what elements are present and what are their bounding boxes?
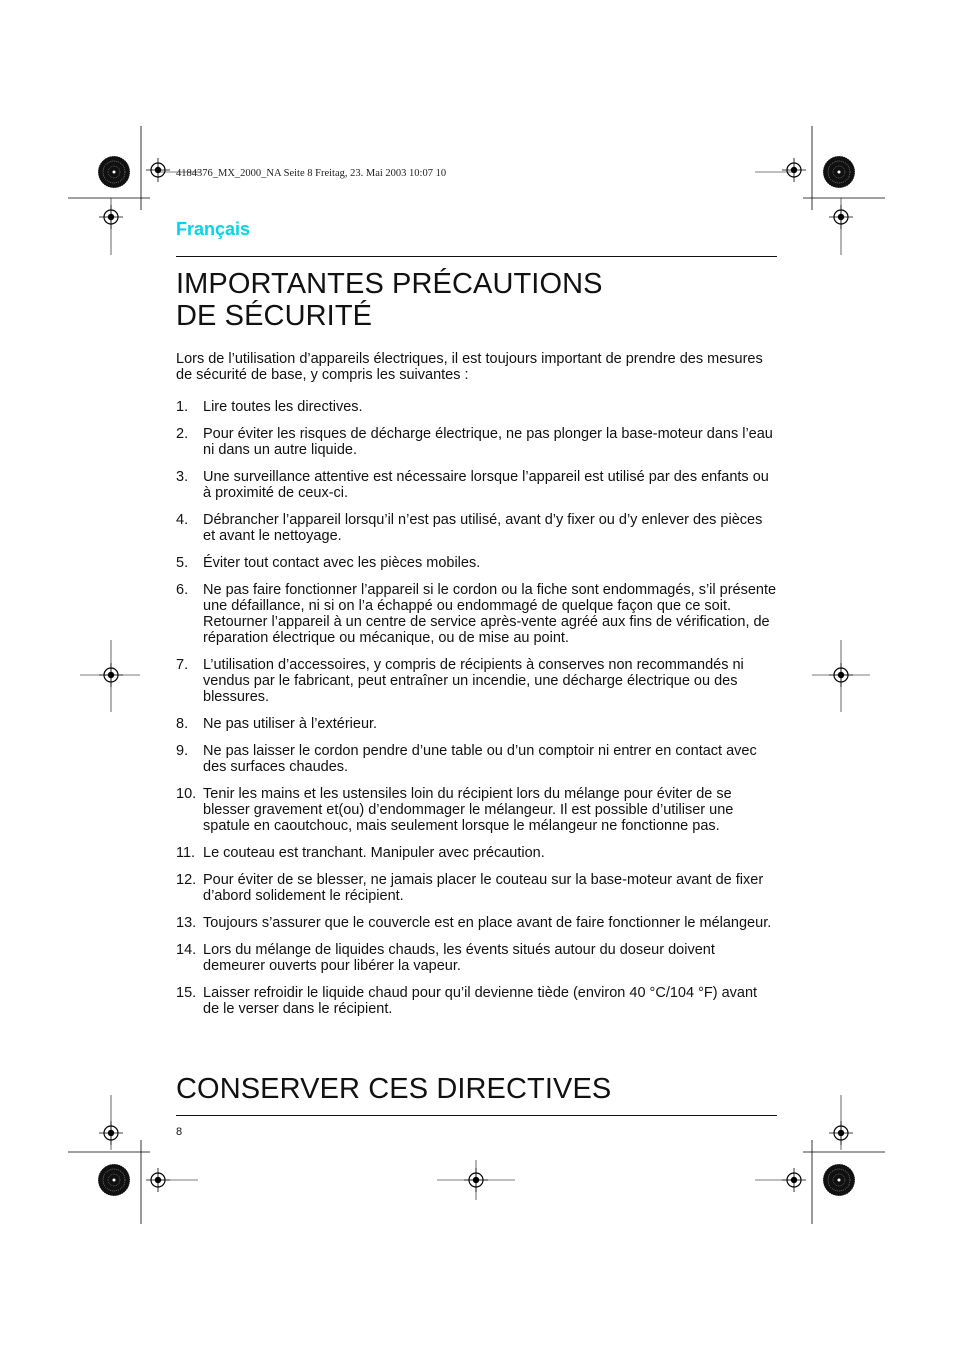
print-production-line: 4184376_MX_2000_NA Seite 8 Freitag, 23. Mai 2003 10:07 10 <box>176 168 447 179</box>
list-item <box>176 512 777 544</box>
list-item-number: 11. <box>176 845 196 861</box>
list-item-text: Débrancher l’appareil lorsqu’il n’est pas utilisé, avant d’y fixer ou d’y enlever des pièces et avant le nettoyage. <box>203 512 763 544</box>
list-item-number: 9. <box>176 743 189 759</box>
list-item-number: 6. <box>176 582 189 598</box>
list-item-number: 14. <box>176 942 197 958</box>
list-item-text: Ne pas laisser le cordon pendre d’une table ou d’un comptoir ni entrer en contact avec des surfaces chaudes. <box>203 743 757 775</box>
intro-paragraph: Lors de l’utilisation d’appareils électriques, il est toujours important de prendre des mesures de sécurité de base, y compris les suivantes : <box>176 351 763 383</box>
list-item-number: 10. <box>176 786 197 802</box>
list-item-text: Ne pas faire fonctionner l’appareil si le cordon ou la fiche sont endommagés, s’il présente une défaillance, ni si on l’a échappé ou endommagé de quelque façon que ce soit. Retourner l’appareil à un centre de service après-vente agréé aux fins de vérification, de réparation électrique ou mécanique, ou de mise au point. <box>203 582 777 646</box>
top-rule <box>176 256 777 257</box>
list-item-number: 7. <box>176 657 189 673</box>
list-item-text: Une surveillance attentive est nécessaire lorsque l’appareil est utilisé par des enfants ou à proximité de ceux-ci. <box>203 469 769 501</box>
list-item-text: L’utilisation d’accessoires, y compris de récipients à conserves non recommandés ni vendus par le fabricant, peut entraîner un incendie, une décharge électrique ou des blessures. <box>203 657 744 705</box>
page-title-line-2: DE SÉCURITÉ <box>176 300 373 332</box>
list-item-number: 3. <box>176 469 189 485</box>
safety-list <box>176 399 777 1028</box>
list-item-text: Ne pas utiliser à l’extérieur. <box>203 716 378 732</box>
list-item-number: 5. <box>176 555 189 571</box>
list-item-number: 1. <box>176 399 189 415</box>
list-item-text: Lire toutes les directives. <box>203 399 363 415</box>
list-item-text: Éviter tout contact avec les pièces mobiles. <box>203 555 481 571</box>
list-item-text: Toujours s’assurer que le couvercle est en place avant de faire fonctionner le mélangeur. <box>203 915 772 931</box>
list-item-number: 12. <box>176 872 197 888</box>
list-item <box>176 657 777 705</box>
list-item <box>176 743 777 775</box>
page-number: 8 <box>176 1126 183 1138</box>
list-item-text: Pour éviter de se blesser, ne jamais placer le couteau sur la base-moteur avant de fixer d’abord solidement le récipient. <box>203 872 764 904</box>
list-item <box>176 845 777 861</box>
list-item <box>176 872 777 904</box>
list-item <box>176 942 777 974</box>
page-title <box>176 268 603 332</box>
list-item <box>176 716 777 732</box>
list-item-text: Pour éviter les risques de décharge électrique, ne pas plonger la base-moteur dans l’eau ni dans un autre liquide. <box>203 426 773 458</box>
list-item-text: Le couteau est tranchant. Manipuler avec précaution. <box>203 845 545 861</box>
bottom-rule <box>176 1115 777 1116</box>
list-item <box>176 399 777 415</box>
list-item <box>176 555 777 571</box>
list-item <box>176 786 777 834</box>
list-item <box>176 985 777 1017</box>
list-item-number: 8. <box>176 716 189 732</box>
footer-heading: CONSERVER CES DIRECTIVES <box>176 1073 612 1105</box>
list-item-number: 4. <box>176 512 189 528</box>
list-item-number: 15. <box>176 985 197 1001</box>
language-label: Français <box>176 219 251 239</box>
list-item-text: Tenir les mains et les ustensiles loin du récipient lors du mélange pour éviter de se blesser gravement et(ou) d’endommager le mélangeur. Il est possible d’utiliser une spatule en caoutchouc, mais seulement lorsque le mélangeur ne fonctionne pas. <box>203 786 734 834</box>
list-item <box>176 915 777 931</box>
page-title-line-1: IMPORTANTES PRÉCAUTIONS <box>176 268 603 300</box>
list-item-text: Lors du mélange de liquides chauds, les évents situés autour du doseur doivent demeurer ouverts pour libérer la vapeur. <box>203 942 715 974</box>
list-item <box>176 582 777 646</box>
list-item <box>176 469 777 501</box>
list-item-text: Laisser refroidir le liquide chaud pour qu’il devienne tiède (environ 40 °C/104 °F) avant de le verser dans le récipient. <box>203 985 758 1017</box>
list-item-number: 13. <box>176 915 197 931</box>
list-item <box>176 426 777 458</box>
list-item-number: 2. <box>176 426 189 442</box>
